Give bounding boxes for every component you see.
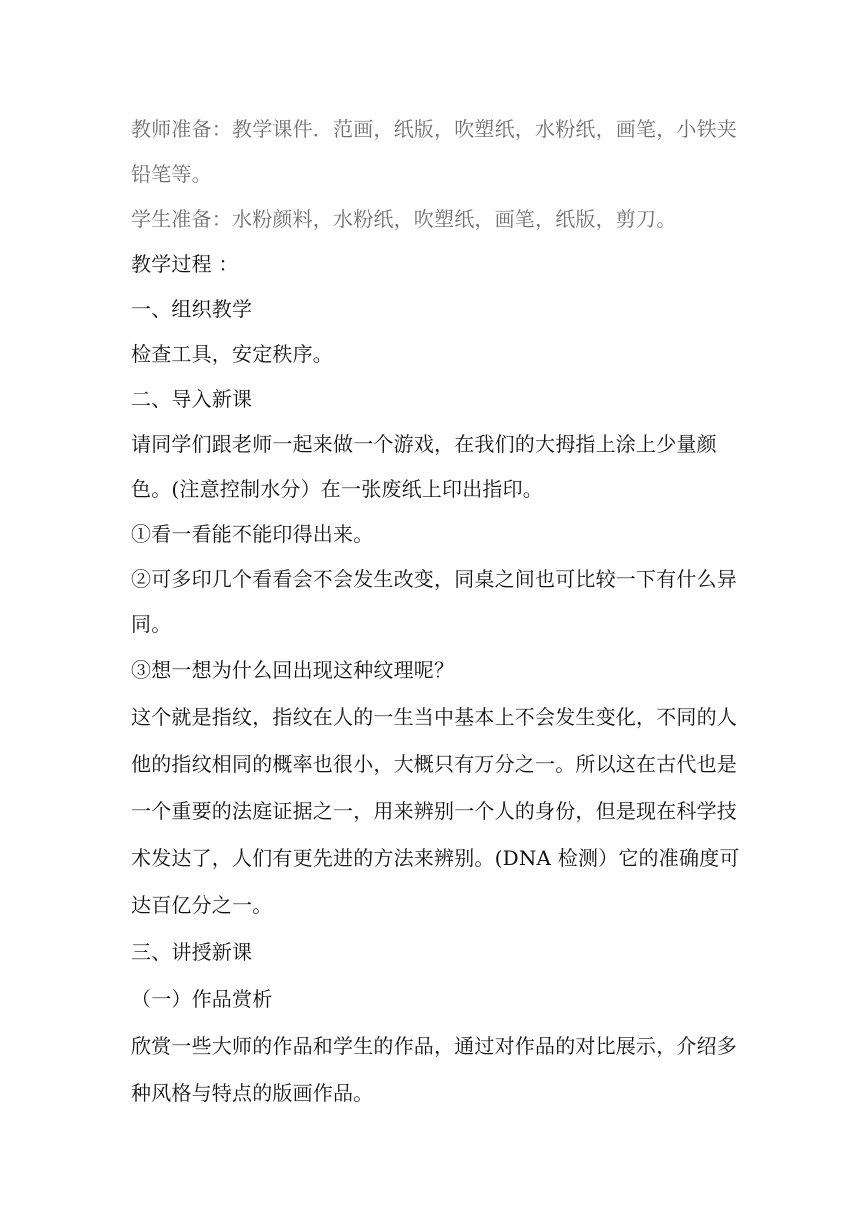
step3-text: ③想一想为什么回出现这种纹理呢？ — [131, 658, 455, 682]
section2-intro-line: 色。(注意控制水分）在一张废纸上印出指印。 — [131, 477, 544, 501]
step2-line: ②可多印几个看看会不会发生改变，同桌之间也可比较一下有什么异 — [131, 567, 737, 591]
paragraph-line: 教师准备：教学课件．范画，纸版，吹塑纸，水粉纸，画笔，小铁夹 — [131, 117, 737, 141]
explanation-line: 他的指纹相同的概率也很小，大概只有万分之一。所以这在古代也是 — [131, 752, 737, 776]
explanation-line: 这个就是指纹，指纹在人的一生当中基本上不会发生变化，不同的人 — [131, 705, 737, 729]
explanation-line: 一个重要的法庭证据之一，用来辨别一个人的身份，但是现在科学技 — [131, 799, 737, 823]
subsection1-text-line: 种风格与特点的版画作品。 — [131, 1081, 374, 1105]
step1-text: ①看一看能不能印得出来。 — [131, 522, 374, 546]
step2-line: 同。 — [131, 612, 172, 636]
subsection1-heading: （一）作品赏析 — [131, 987, 273, 1011]
subsection1-text-line: 欣赏一些大师的作品和学生的作品，通过对作品的对比展示，介绍多 — [131, 1034, 737, 1058]
teacher-prep-paragraph — [131, 107, 737, 197]
section3-heading: 三、讲授新课 — [131, 940, 253, 964]
section1-text: 检查工具，安定秩序。 — [131, 342, 333, 366]
section1-heading: 一、组织教学 — [131, 297, 253, 321]
process-heading: 教学过程 ： — [131, 252, 239, 276]
section2-heading: 二、导入新课 — [131, 387, 253, 411]
paragraph-line: 铅笔等。 — [131, 162, 212, 186]
document-body-continued — [131, 658, 740, 1117]
section2-intro-line: 请同学们跟老师一起来做一个游戏，在我们的大拇指上涂上少量颜 — [131, 432, 717, 456]
explanation-line: 术发达了，人们有更先进的方法来辨别。(DNA 检测）它的准确度可 — [131, 846, 740, 870]
document-body — [131, 197, 737, 647]
explanation-line: 达百亿分之一。 — [131, 893, 273, 917]
student-prep-line: 学生准备：水粉颜料，水粉纸，吹塑纸，画笔，纸版，剪刀。 — [131, 207, 677, 231]
